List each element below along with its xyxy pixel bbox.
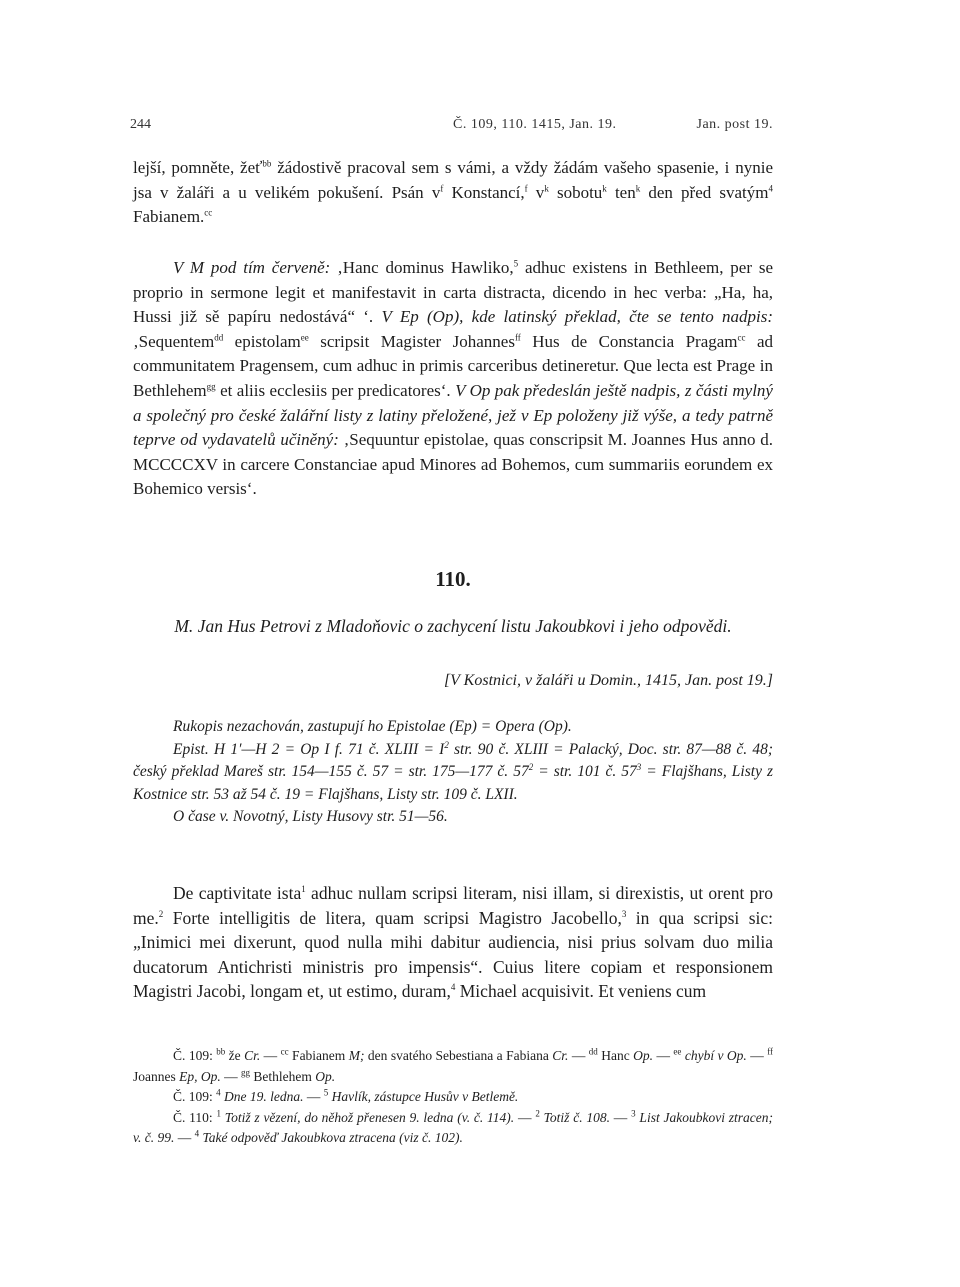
letter-place-date: [V Kostnici, v žaláři u Domin., 1415, Jan. post 19.] xyxy=(443,672,773,689)
source-editions: Epist. H 1′—H 2 = Op I f. 71 č. XLIII = $I^2$ str. 90 č. XLIII = Palacký, Doc. str. 87—88 č. 48; český překlad Mareš str. 154—155 č. 57 = str. 175—177 č. $57^2$ = str. 101 č. $57^3$ = Flajšhans, Listy z Kostnice str. 53 až 54 č. 19 = Flajšhans, Listy str. 109 č. LXII. xyxy=(133,739,774,803)
letter-title: M. Jan Hus Petrovi z Mladoňovic o zachycení listu Jakoubkovi i jeho odpovědi. xyxy=(174,616,732,636)
page-number: 244 xyxy=(130,117,151,132)
source-notes xyxy=(133,716,773,829)
footnotes xyxy=(133,1046,773,1149)
header-center: Č. 109, 110. 1415, Jan. 19. xyxy=(453,117,617,132)
source-manuscript: Rukopis nezachován, zastupují ho Epistolae (Ep) = Opera (Op). xyxy=(173,718,572,735)
source-dating: O čase v. Novotný, Listy Husovy str. 51—56. xyxy=(173,808,448,826)
letter-109-ending: lejší, pomněte, žeť$^{bb}$ žádostivě pracoval sem s vámi, a vždy žádám vašeho spasenie, i nynie jsa v žaláři a u velikém pokušení. Psán $v^f$ Konstancí,$^f$ $v^k$ sobotu$^k$ ten$^k$ den před svatým$^4$ Fabianem.$^{cc}$ xyxy=(133,158,774,227)
footnote-109-explanatory: Č. 109: $^4$ Dne 19. ledna. — $^5$ Havlík, zástupce Husův v Betlemě. xyxy=(173,1087,519,1105)
letter-110-text: De captivitate ista$^1$ adhuc nullam scripsi literam, nisi illam, si direxistis, ut orent pro me.$^2$ Forte intelligitis de litera, quam scripsi Magistro Jacobello,$^3$ in qua scripsi sic: „Inimici mei dixerunt, quod nulla mihi dabitur audiencia, nisi prius solvam duo milia ducatorum Antichristi ministris pro impensis“. Cuius litere copiam et responsionem Magistri Jacobi, longam et, ut estimo, duram,$^4$ Michael acquisivit. Et veniens cum xyxy=(133,883,773,1002)
footnote-109-variants: Č. 109: $^{bb}$ že Cr. — $^{cc}$ Fabianem M; den svatého Sebestiana a Fabiana Cr. — $^{dd}$ Hanc Op. — $^{ee}$ chybí v Op. — $^{ff}$ Joannes Ep, Op. — $^{gg}$ Bethlehem Op. xyxy=(133,1046,774,1084)
footnote-110-explanatory: Č. 110: $^1$ Totiž z vězení, do něhož přenesen 9. ledna (v. č. 114). — $^2$ Totiž č. 108. — $^3$ List Jakoubkovi ztracen; v. č. 99. — $^4$ Také odpověď Jakoubkova ztracena (viz č. 102). xyxy=(133,1108,774,1146)
letter-109-commentary: V M pod tím červeně: ‚Hanc dominus Hawliko,$^5$ adhuc existens in Bethleem, per se proprio in sermone legit et manifestavit in carta distracta, dicendo in hec verba: „Ha, ha, Hussi již sě papíru nedostává“ ‘. V Ep (Op), kde latinský překlad, čte se tento nadpis: ‚Sequentem$^{dd}$ epistolam$^{ee}$ scripsit Magister Johannes$^{ff}$ Hus de Constancia Pragam$^{cc}$ ad communitatem Pragensem, cum adhuc in primis carceribus detineretur. Que lecta est Prage in Bethlehem$^{gg}$ et aliis ecclesiis per predicatores‘. V Op pak předeslán ještě nadpis, z části mylný a společný pro české žalářní listy z latiny přeložené, jež v Ep položeny již výše, a tedy patrně teprve od vydavatelů učiněný: ‚Sequuntur epistolae, quas conscripsit M. Joannes Hus anno d. MCCCCXV in carcere Constanciae apud Minores ad Bohemos, cum summariis eorundem ex Bohemico versis‘. xyxy=(133,258,774,499)
letter-number: 110. xyxy=(435,567,471,591)
header-right: Jan. post 19. xyxy=(696,117,773,132)
